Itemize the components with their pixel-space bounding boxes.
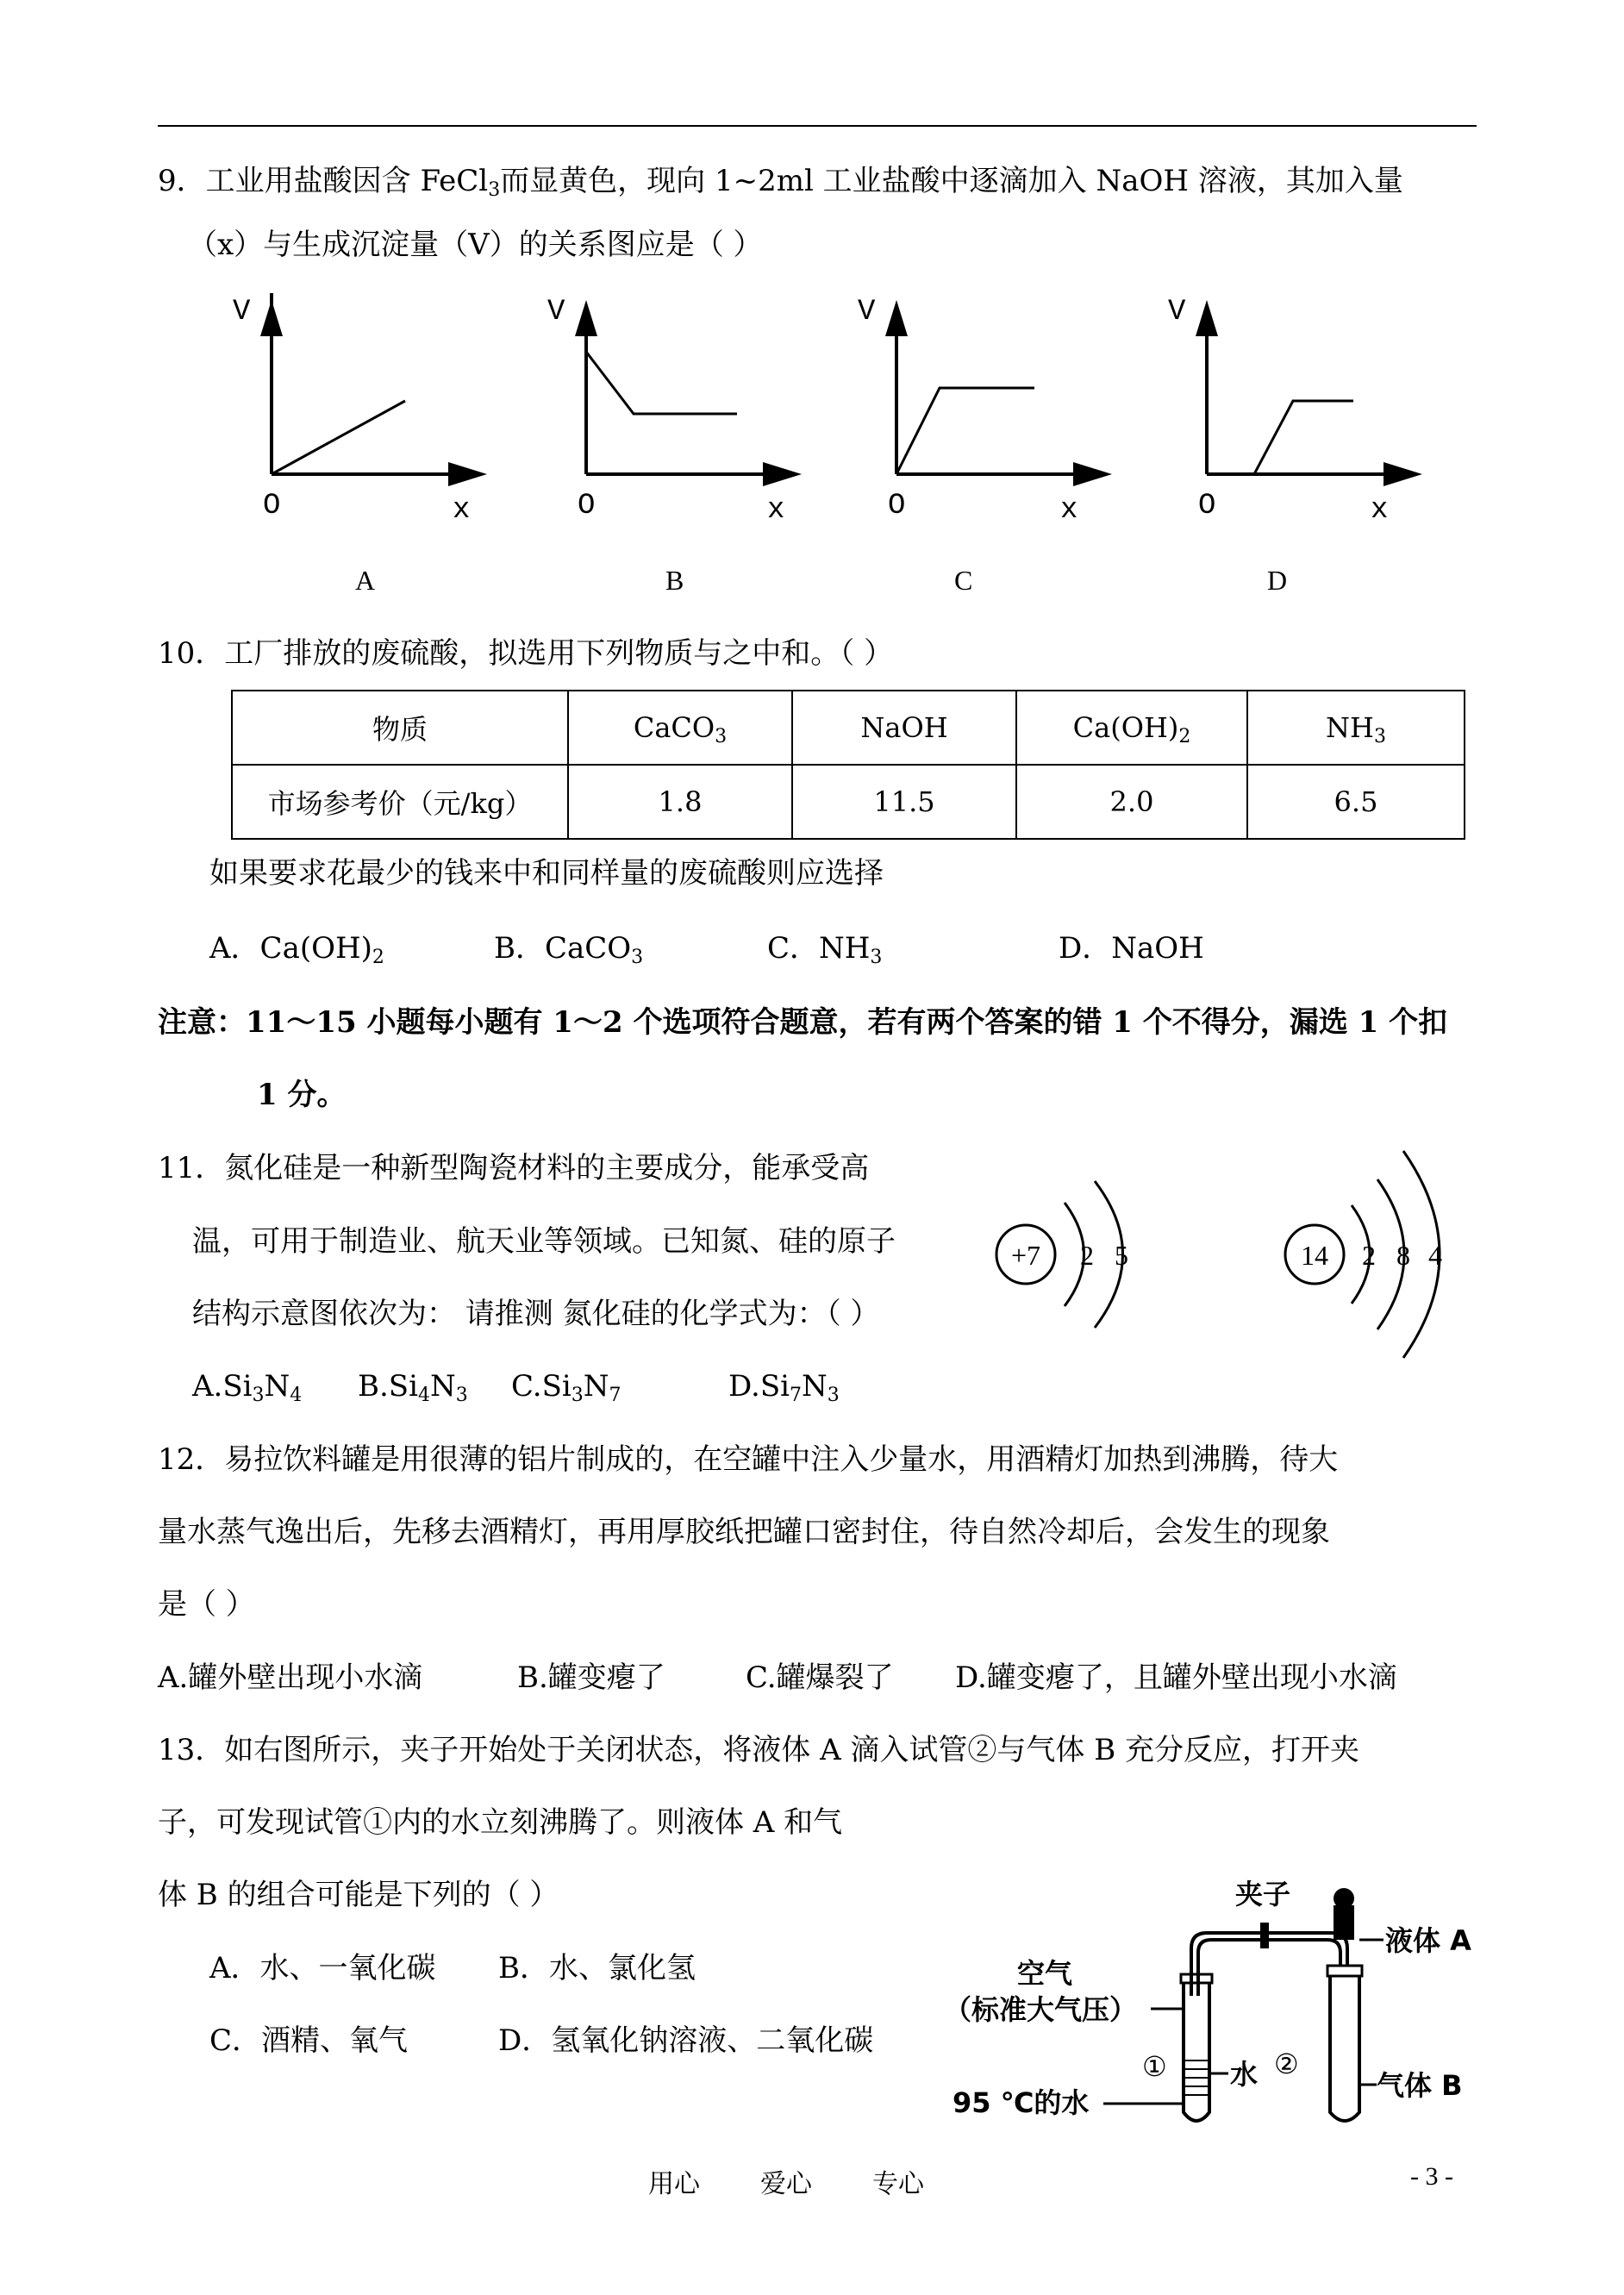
table-row [232,765,1465,839]
nitrogen-atom-diagram [983,1155,1207,1354]
shell-electrons: 4 [1428,1240,1442,1271]
q9-line2: （x）与生成沉淀量（V）的关系图应是（ ） [188,228,763,262]
q10-question: 如果要求花最少的钱来中和同样量的废硫酸则应选择 [209,856,884,891]
origin-label: O [1198,490,1216,522]
nucleus-label: 14 [1301,1240,1328,1271]
nucleus-label: +7 [1010,1240,1041,1271]
y-axis-label: V [858,296,876,328]
pressure-label: （标准大气压） [944,1993,1138,2026]
shell-electrons: 2 [1362,1240,1376,1271]
footer-motto-1: 用心 [648,2169,700,2199]
q12-line1: 12．易拉饮料罐是用很薄的铝片制成的，在空罐中注入少量水，用酒精灯加热到沸腾，待大 [158,1442,1339,1477]
q10-option-a: A．$Ca(OH)_2$ [209,931,384,968]
q11-option-d: $D.Si_7N_3$ [728,1369,840,1406]
shell-electrons: 5 [1115,1240,1128,1271]
q11-option-c: $C.Si_3N_7$ [511,1369,621,1406]
graph-a-label: A [355,565,376,596]
origin-label: O [578,490,596,522]
price-table [231,690,1465,840]
table-row [232,691,1465,765]
liquid-a-label: 液体 A [1385,1924,1471,1957]
note-line2: 1 分。 [257,1078,347,1112]
graph-c-label: C [954,565,973,596]
q13-option-d: D．氢氧化钠溶液、二氧化碳 [498,2023,874,2058]
header-rule [158,125,1477,127]
y-axis-label: V [233,296,251,328]
q12-option-b: B.罐变瘪了 [517,1660,665,1695]
note-line1: 注意：11～15 小题每小题有 1～2 个选项符合题意，若有两个答案的错 1 个不得分，漏选 1 个扣 [158,1005,1448,1040]
table-cell: NaOH [792,691,1016,765]
x-axis-label: x [767,494,785,526]
table-cell: 市场参考价（元/kg） [232,765,568,839]
x-axis-label: x [1060,494,1078,526]
table-cell: 6.5 [1247,765,1465,839]
y-axis-label: V [1168,296,1186,328]
test-tube-1 [1184,1983,1209,2121]
q11-option-b: $B.Si_4N_3$ [358,1369,468,1406]
graph-b [539,293,823,526]
clamp-icon [1260,1923,1269,1948]
apparatus-figure [935,1854,1487,2129]
footer-motto-3: 专心 [872,2169,924,2199]
page-number: - 3 - [1410,2162,1453,2191]
graph-b-label: B [665,565,684,596]
clamp-label: 夹子 [1235,1878,1291,1910]
q12-line3: 是（ ） [158,1587,255,1622]
q12-option-d: D.罐变瘪了，且罐外壁出现小水滴 [955,1660,1397,1695]
table-cell: 1.8 [568,765,792,839]
origin-label: O [888,490,906,522]
graph-d-label: D [1267,565,1288,596]
q12-line2: 量水蒸气逸出后，先移去酒精灯，再用厚胶纸把罐口密封住，待自然冷却后，会发生的现象 [158,1515,1330,1549]
q10-stem: 10．工厂排放的废硫酸，拟选用下列物质与之中和。（ ） [158,636,894,671]
x-axis-label: x [453,494,471,526]
graph-c [849,293,1134,526]
table-cell: 11.5 [792,765,1016,839]
tube-1-label: ① [1142,2050,1167,2083]
table-cell: $NH_3$ [1247,691,1465,765]
table-cell: $Ca(OH)_2$ [1016,691,1247,765]
water-label: 水 [1230,2058,1259,2091]
q13-option-c: C．酒精、氧气 [209,2023,409,2058]
table-cell: 2.0 [1016,765,1247,839]
q11-line3: 结构示意图依次为： 请推测 氮化硅的化学式为：（ ） [192,1297,880,1331]
dropper-icon [1334,1905,1354,1940]
q11-option-a: $A.Si_3N_4$ [192,1369,303,1406]
q11-line2: 温，可用于制造业、航天业等领域。已知氮、硅的原子 [192,1224,896,1259]
table-cell: CaCO$_3$ [568,691,792,765]
q13-line2: 子，可发现试管①内的水立刻沸腾了。则液体 A 和气 [158,1805,843,1840]
q13-option-b: B．水、氯化氢 [498,1951,696,1985]
hot-water-label: 95 ℃的水 [953,2086,1090,2119]
q9-line1: 9．工业用盐酸因含 FeCl$_3$而显黄色，现向 1~2ml 工业盐酸中逐滴加入 NaOH 溶液，其加入量 [158,164,1403,201]
q10-option-d: D．NaOH [1059,931,1204,966]
tube-2-label: ② [1274,2048,1299,2080]
air-label: 空气 [1017,1957,1073,1990]
graph-a [224,293,509,526]
y-axis-label: V [547,296,565,328]
q13-line3: 体 B 的组合可能是下列的（ ） [158,1878,559,1912]
graph-d [1159,293,1444,526]
q13-line1: 13．如右图所示，夹子开始处于关闭状态，将液体 A 滴入试管②与气体 B 充分反应，打开夹 [158,1733,1360,1767]
q12-option-c: C.罐爆裂了 [746,1660,894,1695]
q10-option-b: B．CaCO$_3$ [494,931,644,968]
q13-option-a: A．水、一氧化碳 [209,1951,436,1985]
silicon-atom-diagram [1276,1138,1500,1362]
q10-option-c: C．$NH_3$ [767,931,883,968]
x-axis-label: x [1371,494,1389,526]
gas-b-label: 气体 B [1377,2069,1463,2102]
origin-label: O [263,490,281,522]
footer-motto-2: 爱心 [760,2169,812,2199]
test-tube-2 [1330,1976,1359,2121]
table-cell: 物质 [232,691,568,765]
q12-option-a: A.罐外壁出现小水滴 [158,1660,423,1695]
shell-electrons: 2 [1080,1240,1094,1271]
q11-line1: 11．氮化硅是一种新型陶瓷材料的主要成分，能承受高 [158,1151,870,1185]
shell-electrons: 8 [1396,1240,1410,1271]
